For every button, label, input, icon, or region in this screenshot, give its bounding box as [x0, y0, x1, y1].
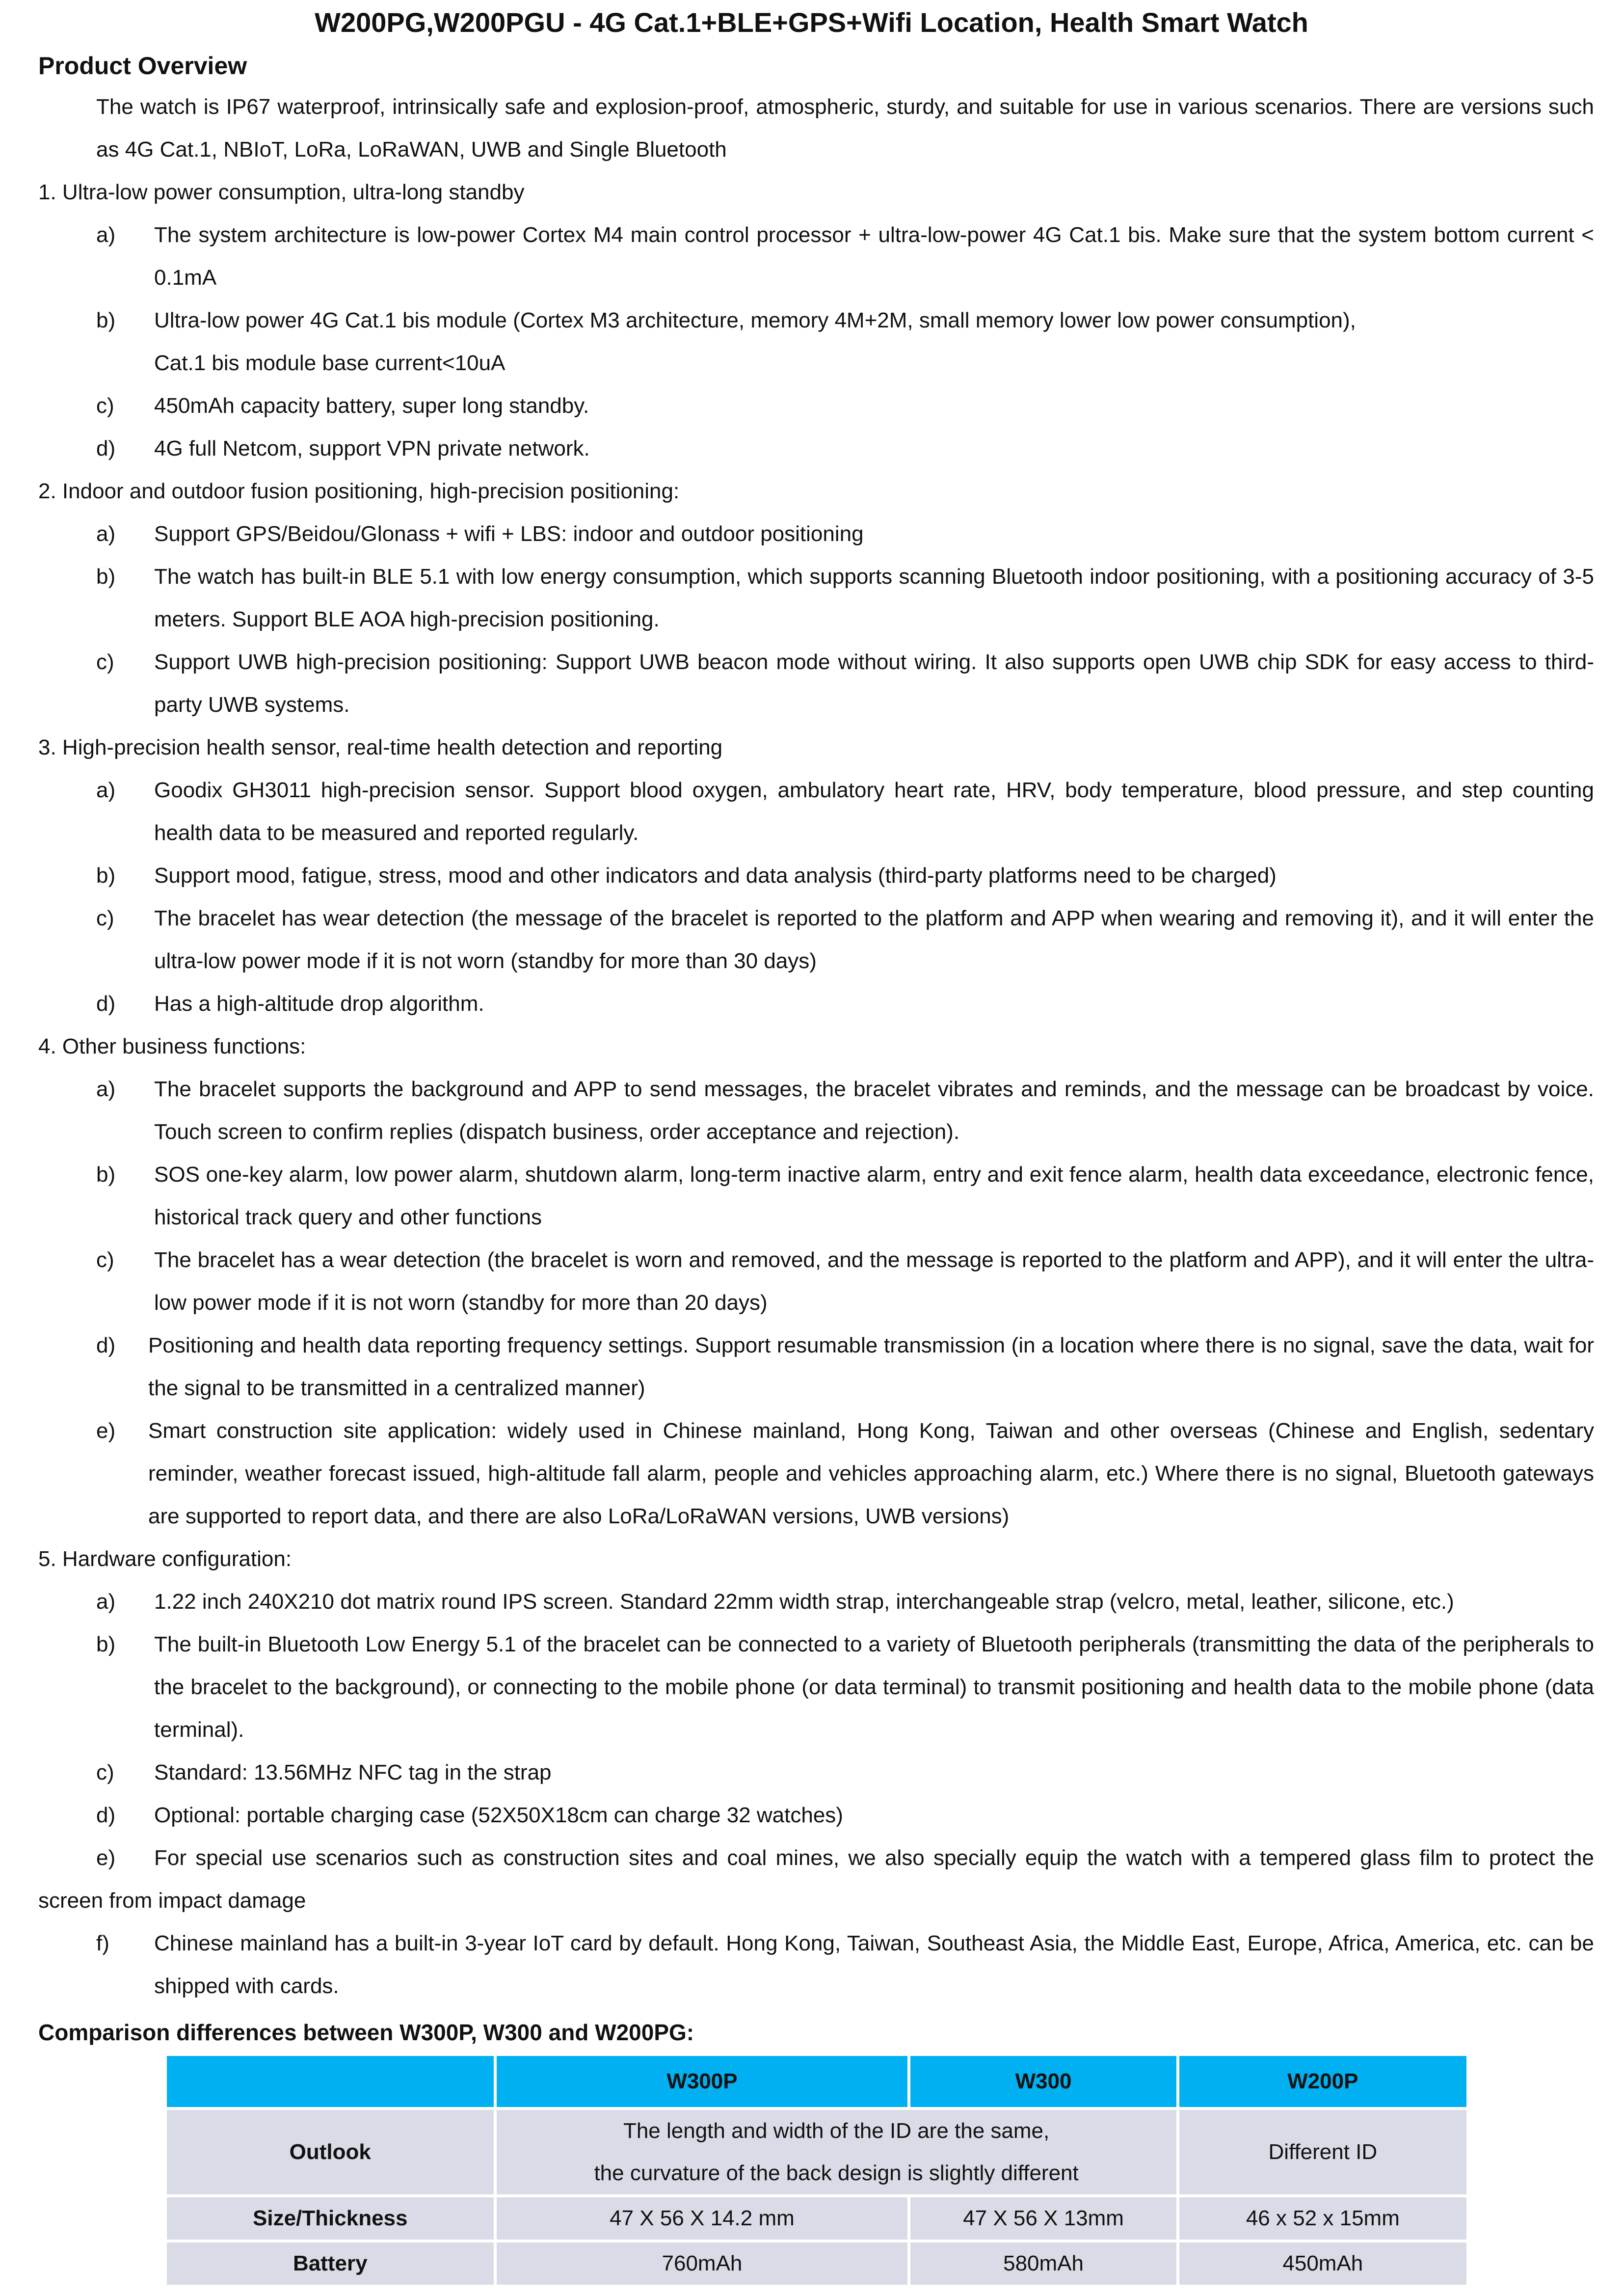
list-item-text: Support mood, fatigue, stress, mood and other indicators and data analysis (third-party platforms need to be charged) [154, 864, 1277, 888]
item-marker: d) [96, 992, 116, 1016]
table-cell: 580mAh [910, 2242, 1176, 2285]
row-label: Size/Thickness [167, 2197, 494, 2240]
list-item-text: Ultra-low power 4G Cat.1 bis module (Cortex M3 architecture, memory 4M+2M, small memory lower low power consumption), [154, 308, 1356, 332]
table-row [167, 2197, 1466, 2240]
item-marker: a) [96, 1590, 116, 1614]
list-item-text: The bracelet supports the background and APP to send messages, the bracelet vibrates and reminds, and the message can be broadcast by voice. Touch screen to confirm replies (dispatch business, order acceptance and rejection). [154, 1077, 1594, 1144]
table-cell: 760mAh [497, 2242, 908, 2285]
list-item-text: Support UWB high-precision positioning: Support UWB beacon mode without wiring. It also supports open UWB chip SDK for easy access to third-party UWB systems. [154, 650, 1594, 717]
section-heading: 4. Other business functions: [38, 1034, 306, 1058]
table-cell-merged [497, 2110, 1176, 2194]
overview-text: The watch is IP67 waterproof, intrinsically safe and explosion-proof, atmospheric, sturdy, and suitable for use in various scenarios. There are versions such as 4G Cat.1, NBIoT, LoRa, LoRaWAN, UWB and Single Bluetooth [96, 95, 1594, 162]
row-label: Outlook [167, 2110, 494, 2194]
table-cell: 47 X 56 X 14.2 mm [497, 2197, 908, 2240]
item-marker: e) [96, 1419, 116, 1443]
list-item-text: Has a high-altitude drop algorithm. [154, 992, 484, 1016]
item-marker: c) [96, 650, 114, 674]
item-marker: b) [96, 1162, 116, 1187]
item-marker: d) [96, 1803, 116, 1827]
list-item-text-cont: screen from impact damage [38, 1889, 306, 1913]
list-item-text: Optional: portable charging case (52X50X18cm can charge 32 watches) [154, 1803, 843, 1827]
item-marker: b) [96, 565, 116, 589]
item-marker: d) [96, 1333, 116, 1357]
item-marker: c) [96, 1248, 114, 1272]
section-heading: 1. Ultra-low power consumption, ultra-long standby [38, 180, 525, 204]
list-item-text: Chinese mainland has a built-in 3-year IoT card by default. Hong Kong, Taiwan, Southeast Asia, the Middle East, Europe, Africa, America, etc. can be shipped with cards. [154, 1931, 1594, 1998]
list-item-text: The watch has built-in BLE 5.1 with low energy consumption, which supports scanning Bluetooth indoor positioning, with a positioning accuracy of 3-5 meters. Support BLE AOA high-precision positioning. [154, 565, 1594, 631]
list-item-text: 1.22 inch 240X210 dot matrix round IPS screen. Standard 22mm width strap, interchangeable strap (velcro, metal, leather, silicone, etc.) [154, 1590, 1454, 1614]
list-item-text: Smart construction site application: widely used in Chinese mainland, Hong Kong, Taiwan and other overseas (Chinese and English, sedentary reminder, weather forecast issued, high-altitude fall alarm, people and vehicles approaching alarm, etc.) Where there is no signal, Bluetooth gateways are supported to report data, and there are also LoRa/LoRaWAN versions, UWB versions) [148, 1419, 1594, 1528]
item-marker: a) [96, 522, 116, 546]
comparison-heading: Comparison differences between W300P, W300 and W200PG: [38, 2020, 694, 2045]
item-marker: c) [96, 906, 114, 930]
list-item-text: Goodix GH3011 high-precision sensor. Support blood oxygen, ambulatory heart rate, HRV, body temperature, blood pressure, and step counting health data to be measured and reported regularly. [154, 778, 1594, 845]
list-item-text: Standard: 13.56MHz NFC tag in the strap [154, 1760, 552, 1784]
table-row [167, 2242, 1466, 2285]
table-header-row [167, 2056, 1466, 2107]
cell-line: The length and width of the ID are the same, [623, 2119, 1050, 2143]
overview-heading: Product Overview [38, 52, 247, 80]
list-item-text: The system architecture is low-power Cortex M4 main control processor + ultra-low-power 4G Cat.1 bis. Make sure that the system bottom current < 0.1mA [154, 223, 1594, 290]
item-marker: a) [96, 778, 116, 802]
list-item-text: For special use scenarios such as construction sites and coal mines, we also specially equip the watch with a tempered glass film to protect the [154, 1846, 1594, 1870]
table-header-cell [167, 2056, 494, 2107]
table-cell: 46 x 52 x 15mm [1179, 2197, 1466, 2240]
list-item-text: The bracelet has a wear detection (the bracelet is worn and removed, and the message is reported to the platform and APP), and it will enter the ultra-low power mode if it is not worn (standby for more than 20 days) [154, 1248, 1594, 1315]
item-marker: f) [96, 1931, 109, 1955]
table-cell: 47 X 56 X 13mm [910, 2197, 1176, 2240]
row-label: Battery [167, 2242, 494, 2285]
item-marker: a) [96, 1077, 116, 1101]
item-marker: a) [96, 223, 116, 247]
list-item-text: The built-in Bluetooth Low Energy 5.1 of the bracelet can be connected to a variety of Bluetooth peripherals (transmitting the data of the peripherals to the bracelet to the background), or connecting to the mobile phone (or data terminal) to transmit positioning and health data to the mobile phone (data terminal). [154, 1632, 1594, 1742]
document-title: W200PG,W200PGU - 4G Cat.1+BLE+GPS+Wifi Location, Health Smart Watch [315, 7, 1308, 38]
table-header-cell: W300P [497, 2056, 908, 2107]
item-marker: e) [96, 1846, 116, 1870]
section-heading: 2. Indoor and outdoor fusion positioning, high-precision positioning: [38, 479, 680, 503]
item-marker: d) [96, 436, 116, 460]
list-item-text: Support GPS/Beidou/Glonass + wifi + LBS: indoor and outdoor positioning [154, 522, 864, 546]
item-marker: b) [96, 1632, 116, 1656]
section-heading: 3. High-precision health sensor, real-time health detection and reporting [38, 735, 723, 759]
table-row [167, 2110, 1466, 2194]
table-cell: Different ID [1179, 2110, 1466, 2194]
list-item-text: 4G full Netcom, support VPN private network. [154, 436, 590, 460]
list-item-text: SOS one-key alarm, low power alarm, shutdown alarm, long-term inactive alarm, entry and exit fence alarm, health data exceedance, electronic fence, historical track query and other functions [154, 1162, 1594, 1229]
cell-line: the curvature of the back design is slightly different [594, 2161, 1079, 2185]
table-header-cell: W300 [910, 2056, 1176, 2107]
list-item-text: Positioning and health data reporting frequency settings. Support resumable transmission (in a location where there is no signal, save the data, wait for the signal to be transmitted in a centralized manner) [148, 1333, 1594, 1400]
table-header-cell: W200P [1179, 2056, 1466, 2107]
list-item-text: 450mAh capacity battery, super long standby. [154, 394, 589, 418]
table-cell: 450mAh [1179, 2242, 1466, 2285]
section-heading: 5. Hardware configuration: [38, 1547, 292, 1571]
item-marker: b) [96, 308, 116, 332]
item-marker: c) [96, 1760, 114, 1784]
item-marker: c) [96, 394, 114, 418]
list-item-text-cont: Cat.1 bis module base current<10uA [154, 351, 506, 375]
list-item-text: The bracelet has wear detection (the message of the bracelet is reported to the platform and APP when wearing and removing it), and it will enter the ultra-low power mode if it is not worn (standby for more than 30 days) [154, 906, 1594, 973]
item-marker: b) [96, 864, 116, 888]
comparison-table [164, 2053, 1469, 2288]
